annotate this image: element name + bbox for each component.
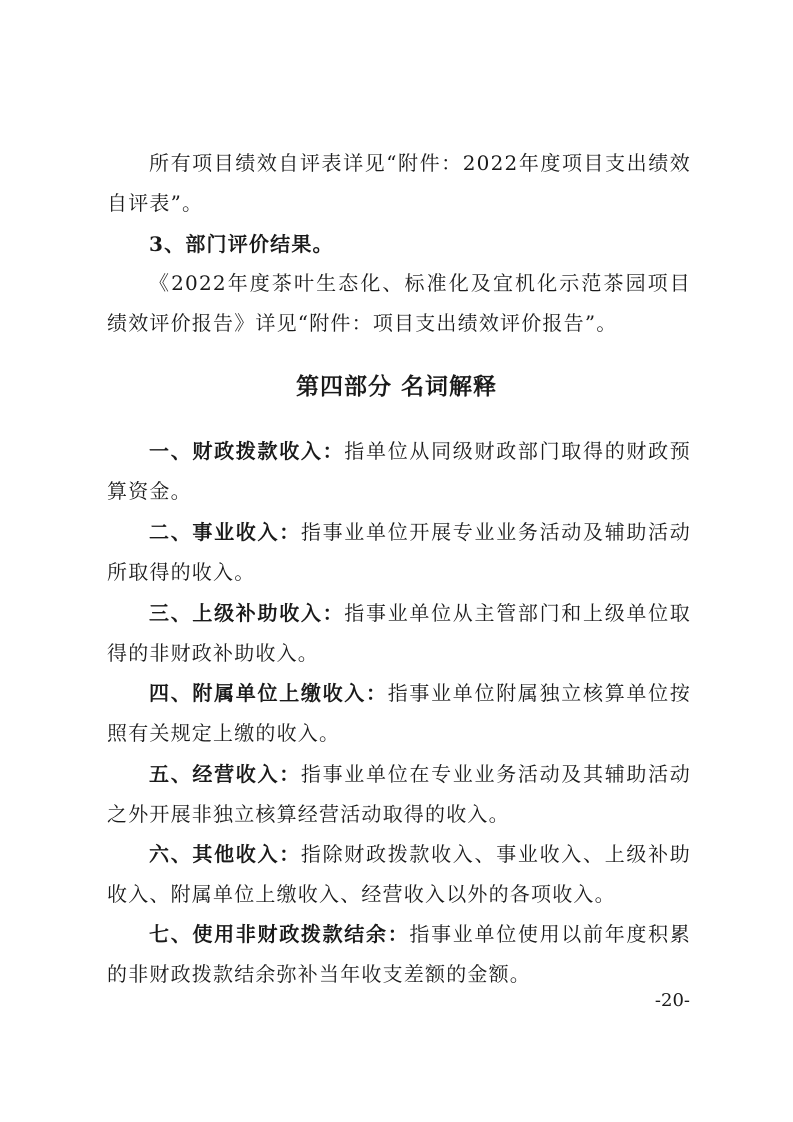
definition-text: 指事业单位开展专业业务活动及辅助活动所取得的收入。 — [107, 520, 691, 584]
definition-text: 指单位从同级财政部门取得的财政预算资金。 — [107, 439, 691, 503]
section-heading: 第四部分 名词解释 — [295, 373, 497, 400]
definition-text: 指事业单位附属独立核算单位按照有关规定上缴的收入。 — [107, 681, 691, 745]
definition-term: 一、财政拨款收入： — [149, 439, 345, 463]
definition-item — [107, 593, 691, 673]
definition-item — [107, 431, 691, 511]
definition-item — [107, 754, 691, 834]
definition-term: 六、其他收入： — [149, 842, 301, 866]
definition-term: 五、经营收入： — [149, 762, 301, 786]
definition-text: 指除财政拨款收入、事业收入、上级补助收入、附属单位上缴收入、经营收入以外的各项收入。 — [107, 842, 691, 906]
subheading-department-evaluation — [107, 224, 691, 264]
paragraph-text: 所有项目绩效自评表详见“附件：2022年度项目支出绩效自评表”。 — [107, 151, 691, 215]
definition-term: 七、使用非财政拨款结余： — [149, 922, 410, 946]
definition-text: 指事业单位从主管部门和上级单位取得的非财政补助收入。 — [107, 601, 691, 665]
definition-item — [107, 512, 691, 592]
definition-item — [107, 673, 691, 753]
paragraph-self-evaluation — [107, 143, 691, 223]
paragraph-evaluation-report — [107, 263, 691, 343]
definition-text: 指事业单位使用以前年度积累的非财政拨款结余弥补当年收支差额的金额。 — [107, 922, 691, 986]
definition-term: 三、上级补助收入： — [149, 601, 345, 625]
definition-item — [107, 834, 691, 914]
definition-text: 指事业单位在专业业务活动及其辅助活动之外开展非独立核算经营活动取得的收入。 — [107, 762, 691, 826]
definition-term: 二、事业收入： — [149, 520, 301, 544]
subheading-text: 3、部门评价结果。 — [149, 232, 334, 256]
paragraph-text: 《2022年度茶叶生态化、标准化及宜机化示范茶园项目绩效评价报告》详见“附件：项目支出绩效评价报告”。 — [107, 271, 691, 335]
definition-term: 四、附属单位上缴收入： — [149, 681, 388, 705]
page-number: -20- — [654, 990, 690, 1011]
definition-item — [107, 914, 691, 994]
